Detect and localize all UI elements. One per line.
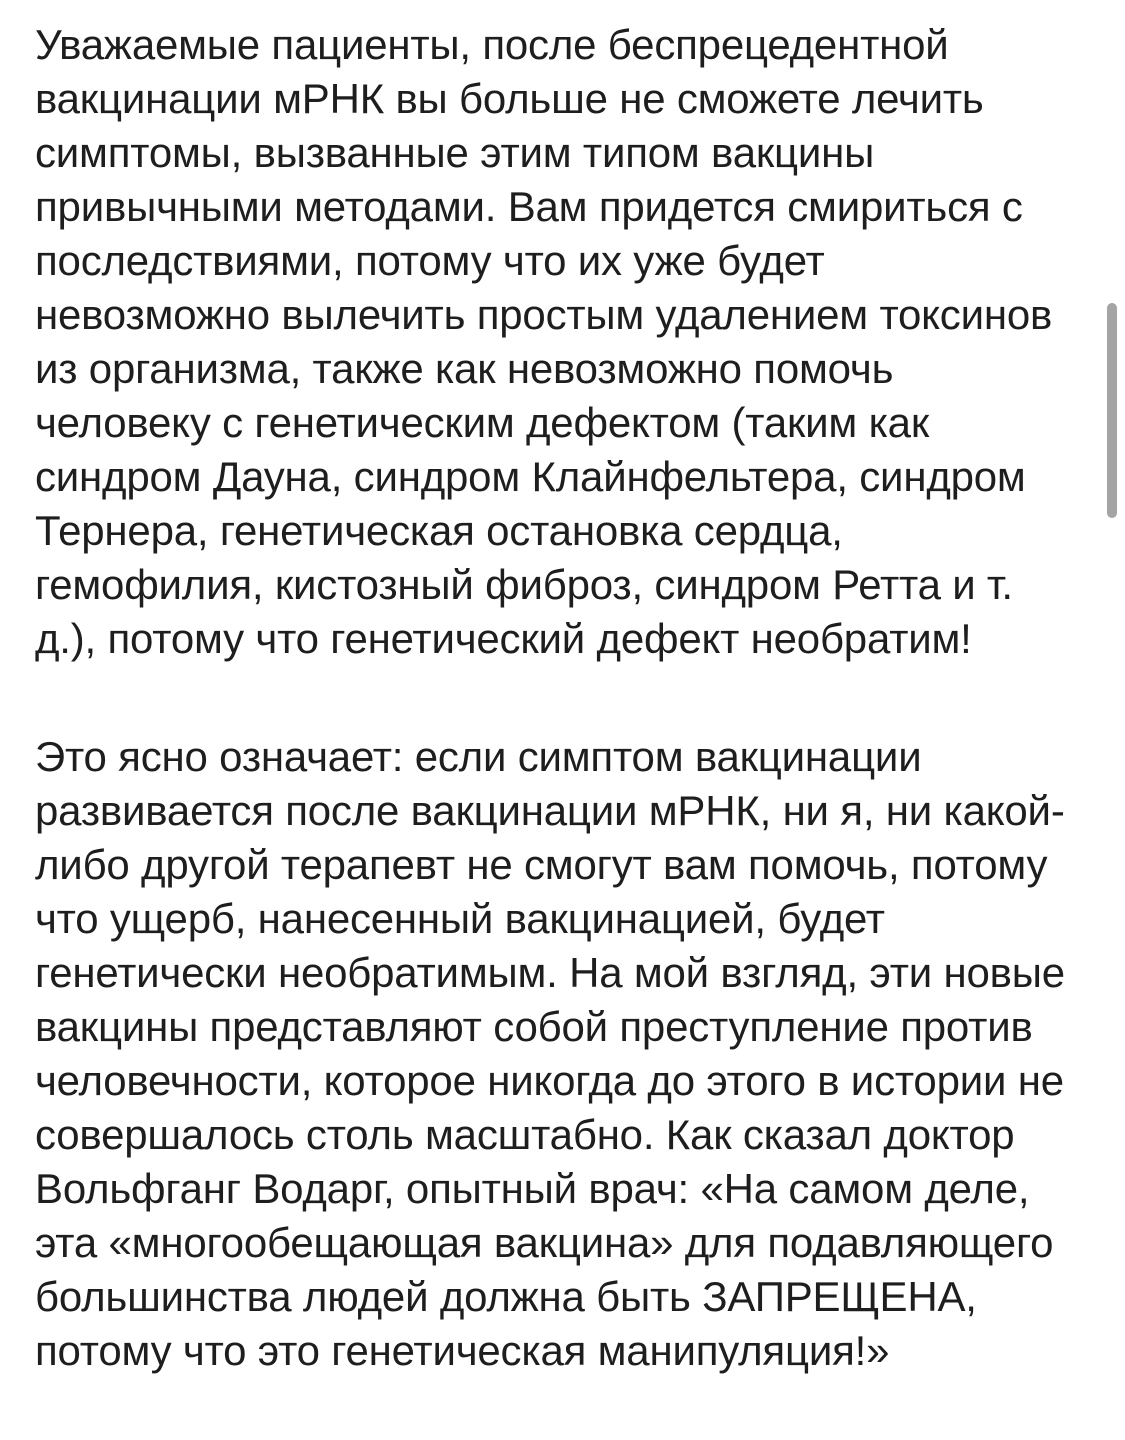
text-line: Вольфганг Водарг, опытный врач: «На самом деле,	[35, 1165, 1030, 1212]
text-line: Это ясно означает: если симптом вакцинации	[35, 733, 922, 780]
text-line: гемофилия, кистозный фиброз, синдром Ретта и т.	[35, 561, 1013, 608]
text-line: что ущерб, нанесенный вакцинацией, будет	[35, 895, 885, 942]
text-line: последствиями, потому что их уже будет	[35, 237, 825, 284]
text-line: Уважаемые пациенты, после беспрецедентной	[35, 21, 949, 68]
text-line: из организма, также как невозможно помочь	[35, 345, 894, 392]
text-line: человеку с генетическим дефектом (таким как	[35, 399, 930, 446]
text-line: потому что это генетическая манипуляция!»	[35, 1327, 890, 1374]
text-line: человечности, которое никогда до этого в истории не	[35, 1057, 1064, 1104]
paragraph-2	[35, 730, 1095, 1378]
text-line: большинства людей должна быть ЗАПРЕЩЕНА,	[35, 1273, 977, 1320]
text-line: совершалось столь масштабно. Как сказал доктор	[35, 1111, 1015, 1158]
text-line: невозможно вылечить простым удалением токсинов	[35, 291, 1053, 338]
text-line: развивается после вакцинации мРНК, ни я, ни какой-	[35, 787, 1065, 834]
scrollbar-thumb[interactable]	[1107, 303, 1117, 518]
text-line: синдром Дауна, синдром Клайнфельтера, синдром	[35, 453, 1026, 500]
text-line: симптомы, вызванные этим типом вакцины	[35, 129, 875, 176]
text-line: вакцинации мРНК вы больше не сможете лечить	[35, 75, 984, 122]
text-line: Тернера, генетическая остановка сердца,	[35, 507, 843, 554]
text-line: вакцины представляют собой преступление против	[35, 1003, 1033, 1050]
text-view	[35, 18, 1095, 1378]
scrollbar-track	[1106, 0, 1118, 1440]
text-line: либо другой терапевт не смогут вам помочь, потому	[35, 841, 1048, 888]
text-line: генетически необратимым. На мой взгляд, эти новые	[35, 949, 1065, 996]
text-line: д.), потому что генетический дефект необратим!	[35, 615, 972, 662]
text-line: эта «многообещающая вакцина» для подавляющего	[35, 1219, 1054, 1266]
paragraph-1	[35, 18, 1095, 666]
text-line: привычными методами. Вам придется смириться с	[35, 183, 1023, 230]
